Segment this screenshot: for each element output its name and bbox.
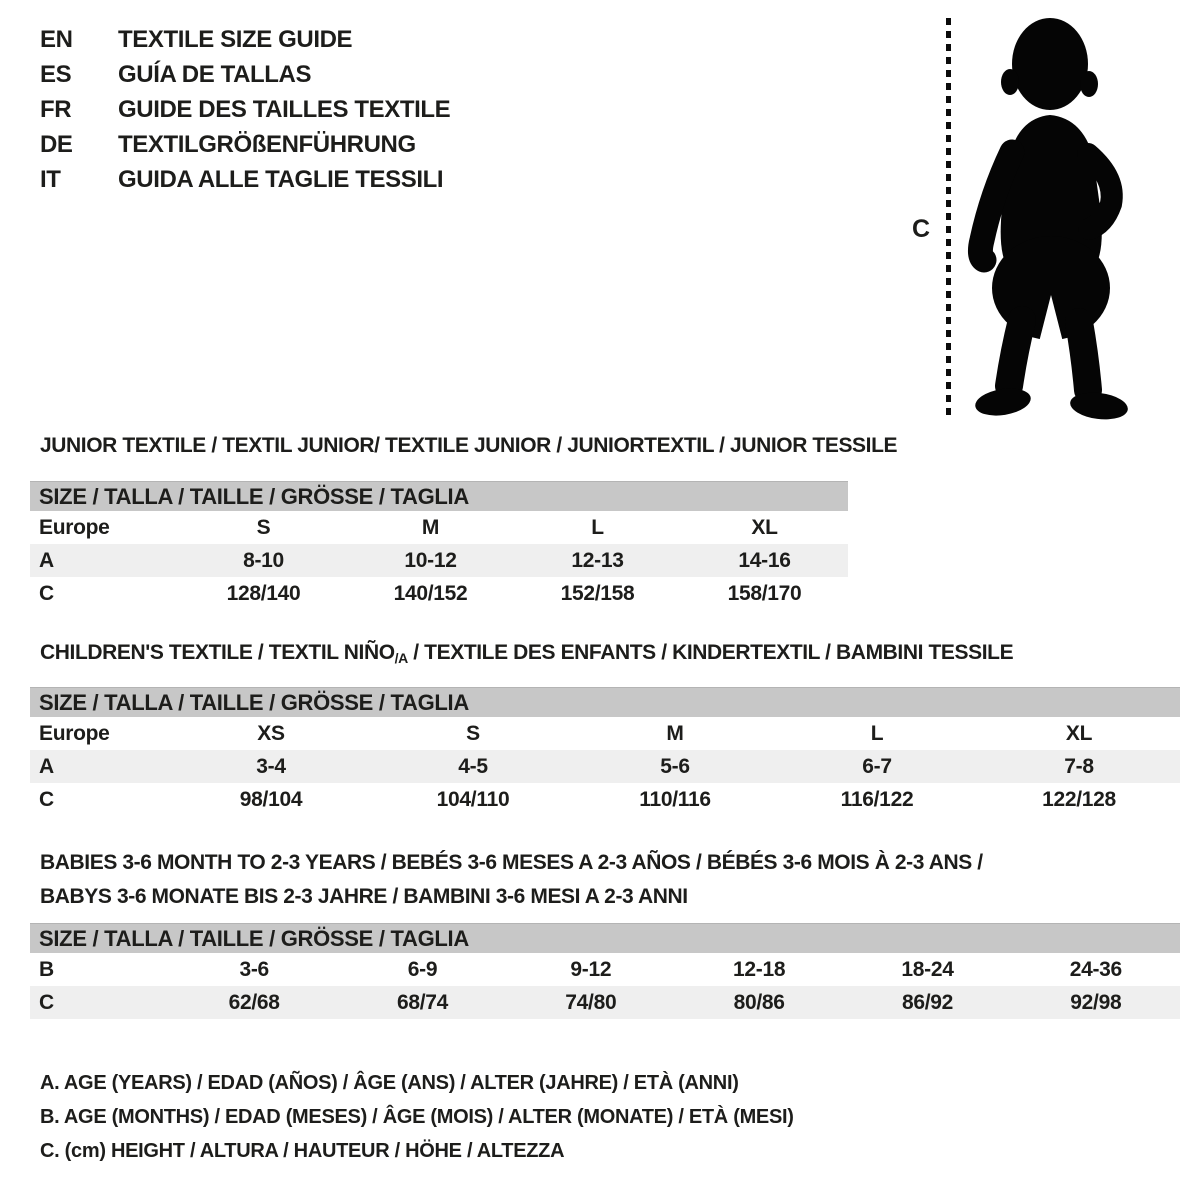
table-cell: 3-6 — [239, 957, 269, 981]
legend-line-a: A. AGE (YEARS) / EDAD (AÑOS) / ÂGE (ANS) / ALTER (JAHRE) / ETÀ (ANNI) — [40, 1072, 739, 1094]
babies-section-title — [40, 846, 983, 914]
table-cell: 74/80 — [565, 990, 617, 1014]
table-row — [30, 986, 1180, 1019]
table-cell: 98/104 — [239, 787, 303, 811]
table-cell: 80/86 — [733, 990, 785, 1014]
children-title-subscript: /A — [394, 650, 408, 666]
table-row — [30, 783, 1180, 816]
table-cell: Europe — [39, 721, 110, 745]
table-cell: 7-8 — [1064, 754, 1094, 778]
size-table-header: SIZE / TALLA / TAILLE / GRÖSSE / TAGLIA — [30, 687, 1180, 717]
language-title: GUÍA DE TALLAS — [118, 61, 312, 88]
table-cell: 6-7 — [862, 754, 892, 778]
legend — [40, 1066, 794, 1168]
junior-size-table — [30, 481, 848, 610]
table-row — [30, 511, 848, 544]
language-code: ES — [40, 61, 72, 88]
junior-section-title: JUNIOR TEXTILE / TEXTIL JUNIOR/ TEXTILE JUNIOR / JUNIORTEXTIL / JUNIOR TESSILE — [40, 434, 898, 457]
language-title-list — [40, 26, 450, 194]
table-cell: A — [39, 548, 54, 572]
language-code: EN — [40, 26, 73, 53]
table-cell: L — [591, 515, 604, 539]
table-cell: 62/68 — [228, 990, 280, 1014]
table-cell: 110/116 — [639, 787, 711, 811]
table-cell: 104/110 — [436, 787, 510, 811]
table-cell: 5-6 — [660, 754, 690, 778]
table-row — [30, 953, 1180, 986]
table-cell: 140/152 — [393, 581, 468, 605]
table-cell: XS — [257, 721, 285, 745]
table-row — [30, 544, 848, 577]
table-cell: 9-12 — [570, 957, 612, 981]
table-cell: 3-4 — [256, 754, 286, 778]
babies-size-table — [30, 923, 1180, 1019]
table-cell: 12-18 — [733, 957, 786, 981]
table-cell: 18-24 — [901, 957, 954, 981]
table-row — [30, 717, 1180, 750]
table-cell: A — [39, 754, 54, 778]
height-measure-label: C — [912, 215, 931, 243]
table-cell: 10-12 — [404, 548, 457, 572]
language-title: GUIDA ALLE TAGLIE TESSILI — [118, 166, 444, 193]
table-cell: 152/158 — [560, 581, 635, 605]
language-title: GUIDE DES TAILLES TEXTILE — [118, 96, 451, 123]
table-cell: S — [466, 721, 480, 745]
table-cell: M — [666, 721, 684, 745]
table-cell: 122/128 — [1042, 787, 1116, 811]
size-table-header: SIZE / TALLA / TAILLE / GRÖSSE / TAGLIA — [30, 923, 1180, 953]
baby-silhouette-image — [960, 12, 1142, 422]
table-cell: M — [421, 515, 440, 539]
language-title: TEXTILGRÖßENFÜHRUNG — [118, 131, 416, 158]
table-cell: Europe — [39, 515, 110, 539]
table-cell: 6-9 — [407, 957, 438, 981]
babies-title-line2: BABYS 3-6 MONATE BIS 2-3 JAHRE / BAMBINI 3-6 MESI A 2-3 ANNI — [40, 885, 688, 908]
table-row — [30, 750, 1180, 783]
table-cell: 92/98 — [1070, 990, 1122, 1014]
language-code: IT — [40, 166, 61, 193]
table-row — [30, 577, 848, 610]
table-cell: C — [39, 787, 54, 811]
table-cell: 12-13 — [571, 548, 624, 572]
language-title: TEXTILE SIZE GUIDE — [118, 26, 353, 53]
children-size-table — [30, 687, 1180, 816]
table-cell: 24-36 — [1069, 957, 1122, 981]
table-cell: 68/74 — [396, 990, 449, 1014]
table-cell: L — [870, 721, 884, 745]
table-cell: C — [39, 581, 54, 605]
table-cell: B — [39, 957, 54, 981]
table-cell: S — [256, 515, 271, 539]
table-cell: XL — [751, 515, 778, 539]
children-section-title — [40, 640, 1013, 671]
language-code: FR — [40, 96, 72, 123]
height-measure-dashed-line — [946, 18, 951, 416]
legend-line-b: B. AGE (MONTHS) / EDAD (MESES) / ÂGE (MOIS) / ALTER (MONATE) / ETÀ (MESI) — [40, 1106, 794, 1128]
table-cell: XL — [1065, 721, 1093, 745]
table-cell: 86/92 — [901, 990, 954, 1014]
language-code: DE — [40, 131, 73, 158]
table-cell: 116/122 — [840, 787, 914, 811]
table-cell: 8-10 — [243, 548, 284, 572]
children-title-prefix: CHILDREN'S TEXTILE / TEXTIL NIÑO — [40, 641, 395, 664]
table-cell: 158/170 — [727, 581, 802, 605]
size-table-header: SIZE / TALLA / TAILLE / GRÖSSE / TAGLIA — [30, 481, 848, 511]
children-title-suffix: / TEXTILE DES ENFANTS / KINDERTEXTIL / BAMBINI TESSILE — [407, 641, 1014, 664]
babies-title-line1: BABIES 3-6 MONTH TO 2-3 YEARS / BEBÉS 3-6 MESES A 2-3 AÑOS / BÉBÉS 3-6 MOIS À 2-3 ANS / — [40, 851, 983, 874]
legend-line-c: C. (cm) HEIGHT / ALTURA / HAUTEUR / HÖHE / ALTEZZA — [40, 1140, 565, 1162]
table-cell: 14-16 — [738, 548, 791, 572]
table-cell: 4-5 — [458, 754, 488, 778]
table-cell: C — [39, 990, 54, 1014]
table-cell: 128/140 — [226, 581, 301, 605]
